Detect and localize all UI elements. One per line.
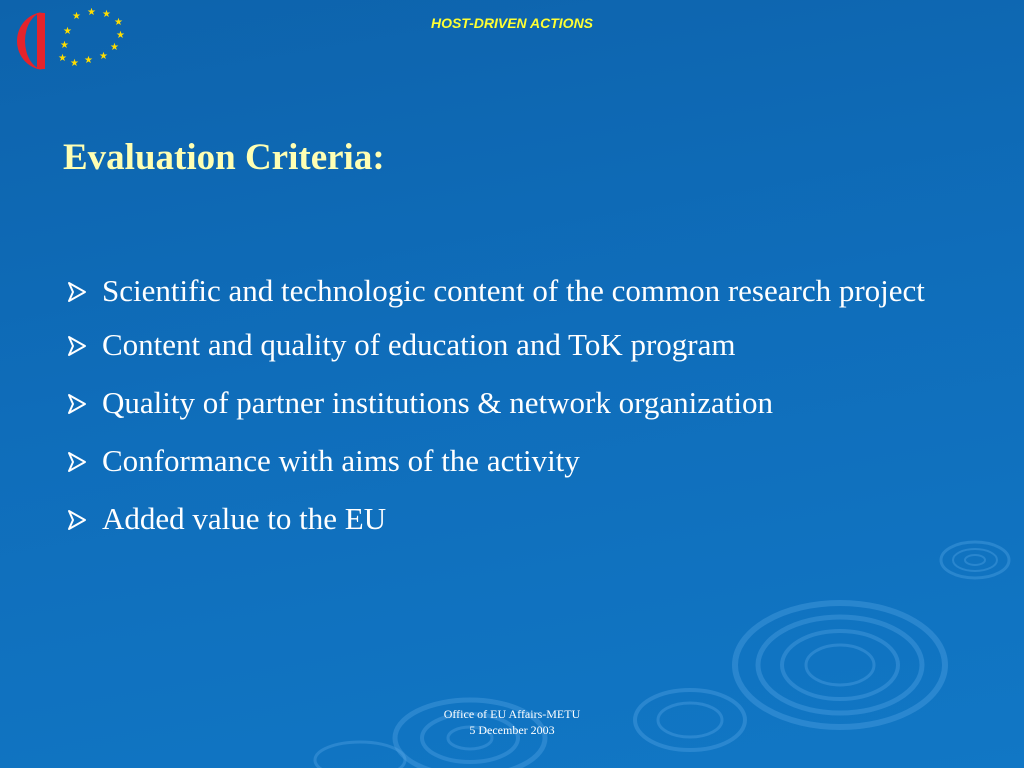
bullet-item: [64, 496, 964, 542]
svg-text:★: ★: [58, 53, 67, 64]
svg-text:★: ★: [116, 30, 125, 41]
svg-text:★: ★: [102, 9, 111, 20]
footer-office: Office of EU Affairs-METU: [443, 707, 581, 721]
svg-text:★: ★: [70, 58, 79, 69]
arrowhead-bullet-icon: [66, 393, 88, 415]
svg-text:★: ★: [84, 55, 93, 66]
arrowhead-bullet-icon: [66, 281, 88, 303]
bullet-text: Added value to the EU: [102, 501, 387, 536]
footer-date: 5 December 2003: [469, 723, 555, 737]
bullet-item: [64, 380, 964, 426]
svg-text:★: ★: [114, 17, 123, 28]
svg-text:★: ★: [63, 26, 72, 37]
svg-text:★: ★: [87, 8, 96, 18]
svg-text:★: ★: [99, 51, 108, 62]
arrowhead-bullet-icon: [66, 335, 88, 357]
svg-text:★: ★: [60, 40, 69, 51]
footer: [0, 706, 1024, 738]
bullet-text: Scientific and technologic content of the common research project: [102, 273, 925, 308]
header-label: HOST-DRIVEN ACTIONS: [430, 15, 594, 31]
arrowhead-bullet-icon: [66, 451, 88, 473]
bullet-text: Conformance with aims of the activity: [102, 443, 580, 478]
arrowhead-bullet-icon: [66, 509, 88, 531]
bullet-text: Quality of partner institutions & network organization: [102, 385, 773, 420]
bullet-item: [64, 322, 964, 368]
slide-title: Evaluation Criteria:: [63, 137, 385, 178]
bullet-item: [64, 268, 964, 314]
bullet-item: [64, 438, 964, 484]
svg-text:★: ★: [110, 42, 119, 53]
bullet-text: Content and quality of education and ToK program: [102, 327, 736, 362]
bullet-list: [64, 268, 964, 554]
svg-text:★: ★: [72, 11, 81, 22]
